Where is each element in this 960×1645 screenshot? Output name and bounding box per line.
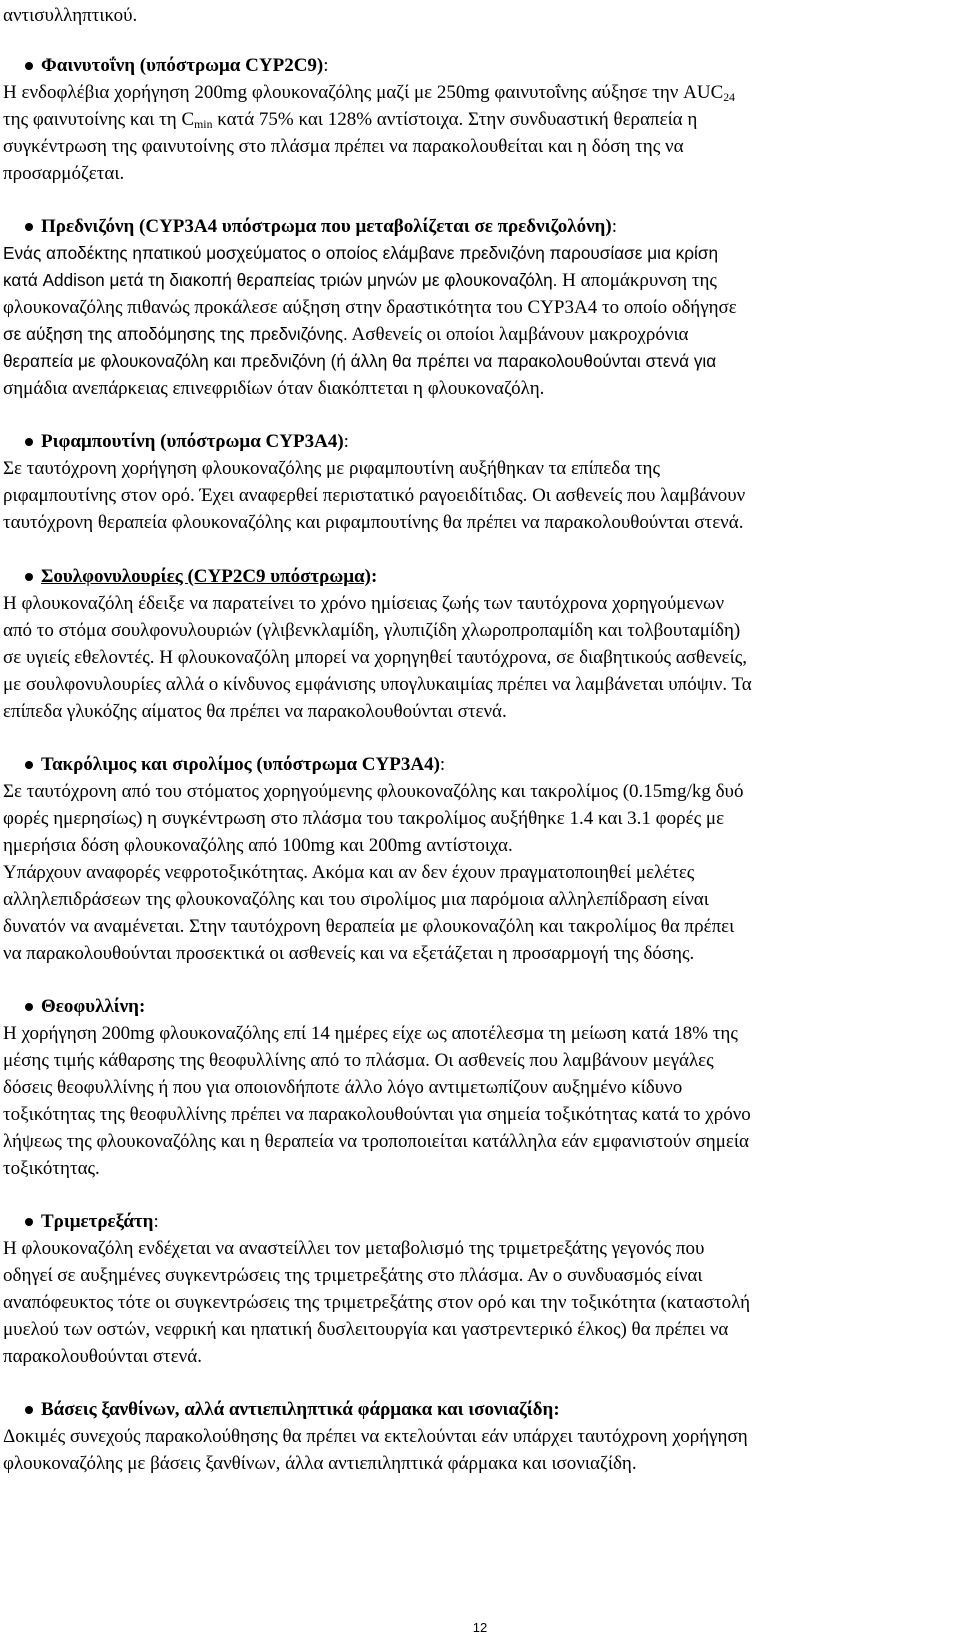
body-line: φορές ημερησίως) η συγκέντρωση στο πλάσμα του τακρολίμος αυξήθηκε 1.4 και 3.1 φορές με: [3, 808, 725, 829]
bullet-icon: [25, 1406, 33, 1414]
page-number: 12: [472, 1620, 488, 1635]
bullet-icon: [25, 438, 33, 446]
body-line: δυνατόν να αναμένεται. Στην ταυτόχρονη θεραπεία με φλουκοναζόλη και τακρολίμος θα πρέπει: [3, 916, 735, 937]
body-line: Υπάρχουν αναφορές νεφροτοξικότητας. Ακόμα και αν δεν έχουν πραγματοποιηθεί μελέτες: [3, 862, 695, 883]
section-title: Φαινυτοΐνη (υπόστρωμα CYP2C9):: [41, 55, 329, 76]
section-title: Ριφαμπουτίνη (υπόστρωμα CYP3A4):: [41, 431, 349, 452]
body-line: αναπόφευκτος τότε οι συγκεντρώσεις της τριμετρεξάτης στον ορό και την τοξικότητα (καταστολή: [3, 1292, 751, 1313]
body-line: φλουκοναζόλης πιθανώς προκάλεσε αύξηση στην δραστικότητα του CYP3A4 το οποίο οδήγησε: [3, 297, 737, 318]
body-line: ριφαμπουτίνης στον ορό. Έχει αναφερθεί περιστατικό ραγοειδίτιδας. Οι ασθενείς που λαμβάνουν: [3, 485, 746, 506]
body-line: επίπεδα γλυκόζης αίματος θα πρέπει να παρακολουθούνται στενά.: [3, 701, 507, 722]
bullet-icon: [25, 761, 33, 769]
section-title: Σουλφονυλουρίες (CYP2C9 υπόστρωμα):: [41, 566, 378, 587]
body-line: μέσης τιμής κάθαρσης της θεοφυλλίνης από το πλάσμα. Οι ασθενείς που λαμβάνουν μεγάλες: [3, 1050, 714, 1071]
body-line: ημερήσια δόση φλουκοναζόλης από 100mg και 200mg αντίστοιχα.: [3, 835, 513, 856]
body-line: σε υγιείς εθελοντές. Η φλουκοναζόλη μπορεί να χορηγηθεί ταυτόχρονα, σε διαβητικούς ασθενείς,: [3, 647, 748, 668]
body-line: οδηγεί σε αυξημένες συγκεντρώσεις της τριμετρεξάτης στο πλάσμα. Αν ο συνδυασμός είναι: [3, 1265, 703, 1286]
body-line: Η φλουκοναζόλη έδειξε να παρατείνει το χρόνο ημίσειας ζωής των ταυτόχρονα χορηγούμενων: [3, 593, 725, 614]
bullet-icon: [25, 223, 33, 231]
bullet-icon: [25, 1218, 33, 1226]
body-line: Σε ταυτόχρονη χορήγηση φλουκοναζόλης με ριφαμπουτίνη αυξήθηκαν τα επίπεδα της: [3, 458, 661, 479]
body-line: να παρακολουθούνται προσεκτικά οι ασθενείς και να εξετάζεται η προσαρμογή της δόσης.: [3, 943, 695, 964]
section-title: Θεοφυλλίνη:: [41, 996, 146, 1017]
body-line: Η φλουκοναζόλη ενδέχεται να αναστείλλει τον μεταβολισμό της τριμετρεξάτης γεγονός που: [3, 1238, 705, 1259]
body-line: φλουκοναζόλης με βάσεις ξανθίνων, άλλα αντιεπιληπτικά φάρμακα και ισονιαζίδη.: [3, 1453, 637, 1474]
continuation-line: αντισυλληπτικού.: [3, 5, 138, 26]
body-line: κατά Addison μετά τη διακοπή θεραπείας τριών μηνών με φλουκοναζόλη. Η απομάκρυνση της: [3, 270, 717, 291]
body-line: τοξικότητας της θεοφυλλίνης πρέπει να παρακολουθούνται για σημεία τοξικότητας κατά το χρόνο: [3, 1104, 751, 1125]
body-line: με σουλφονυλουρίες αλλά ο κίνδυνος εμφάνισης υπογλυκαιμίας πρέπει να λαμβάνεται υπόψιν. Τα: [3, 674, 752, 695]
bullet-icon: [25, 573, 33, 581]
body-line: παρακολουθούνται στενά.: [3, 1346, 202, 1367]
body-line: δόσεις θεοφυλλίνης ή που για οποιονδήποτε άλλο λόγο αντιμετωπίζουν αυξημένο κίδυνο: [3, 1077, 683, 1098]
bullet-icon: [25, 62, 33, 70]
body-line: από το στόμα σουλφονυλουριών (γλιβενκλαμίδη, γλυπιζίδη χλωροπροπαμίδη και τολβουταμίδη): [3, 620, 741, 641]
bullet-icon: [25, 1003, 33, 1011]
section-title: Τριμετρεξάτη:: [41, 1211, 159, 1232]
body-line: Η ενδοφλέβια χορήγηση 200mg φλουκοναζόλης μαζί με 250mg φαινυτοΐνης αύξησε την $AUC_{24}$: [3, 82, 736, 104]
section-title: Πρεδνιζόνη (CYP3A4 υπόστρωμα που μεταβολίζεται σε πρεδνιζολόνη):: [41, 216, 617, 237]
body-line: προσαρμόζεται.: [3, 163, 125, 184]
body-line: Δοκιμές συνεχούς παρακολούθησης θα πρέπει να εκτελούνται εάν υπάρχει ταυτόχρονη χορήγηση: [3, 1426, 748, 1447]
body-line: θεραπεία με φλουκοναζόλη και πρεδνιζόνη (ή άλλη θα πρέπει να παρακολουθούνται στενά για: [3, 351, 717, 371]
body-line: τοξικότητας.: [3, 1158, 100, 1179]
body-line: μυελού των οστών, νεφρική και ηπατική δυσλειτουργία και γαστρεντερικό έλκος) θα πρέπει να: [3, 1319, 729, 1340]
body-line: λήψεως της φλουκοναζόλης και η θεραπεία να τροποποιείται κατάλληλα εάν εμφανιστούν σημεία: [3, 1131, 749, 1152]
body-line: Ενάς αποδέκτης ηπατικού μοσχεύματος ο οποίος ελάμβανε πρεδνιζόνη παρουσίασε μια κρίση: [3, 243, 719, 263]
section-title: Τακρόλιμος και σιρολίμος (υπόστρωμα CYP3A4):: [41, 754, 446, 775]
body-line: Σε ταυτόχρονη από του στόματος χορηγούμενης φλουκοναζόλης και τακρολίμος (0.15mg/kg δυό: [3, 781, 744, 802]
body-line: αλληλεπιδράσεων της φλουκοναζόλης και του σιρολίμος μια παρόμοια αλληλεπίδραση είναι: [3, 889, 709, 910]
body-line: συγκέντρωση της φαινυτοίνης στο πλάσμα πρέπει να παρακολουθείται και η δόση της να: [3, 136, 684, 157]
body-line: σε αύξηση της αποδόμησης της πρεδνιζόνης. Ασθενείς οι οποίοι λαμβάνουν μακροχρόνια: [3, 324, 689, 345]
body-line: ταυτόχρονη θεραπεία φλουκοναζόλης και ριφαμπουτίνης θα πρέπει να παρακολουθούνται στενά.: [3, 512, 744, 533]
body-line: της φαινυτοίνης και τη $C_{min}$ κατά 75% και 128% αντίστοιχα. Στην συνδυαστική θεραπεία η: [3, 109, 698, 131]
body-line: Η χορήγηση 200mg φλουκοναζόλης επί 14 ημέρες είχε ως αποτέλεσμα τη μείωση κατά 18% της: [3, 1023, 738, 1044]
section-title: Βάσεις ξανθίνων, αλλά αντιεπιληπτικά φάρμακα και ισονιαζίδη:: [41, 1399, 560, 1420]
body-line: σημάδια ανεπάρκειας επινεφριδίων όταν διακόπτεται η φλουκοναζόλη.: [3, 378, 545, 399]
